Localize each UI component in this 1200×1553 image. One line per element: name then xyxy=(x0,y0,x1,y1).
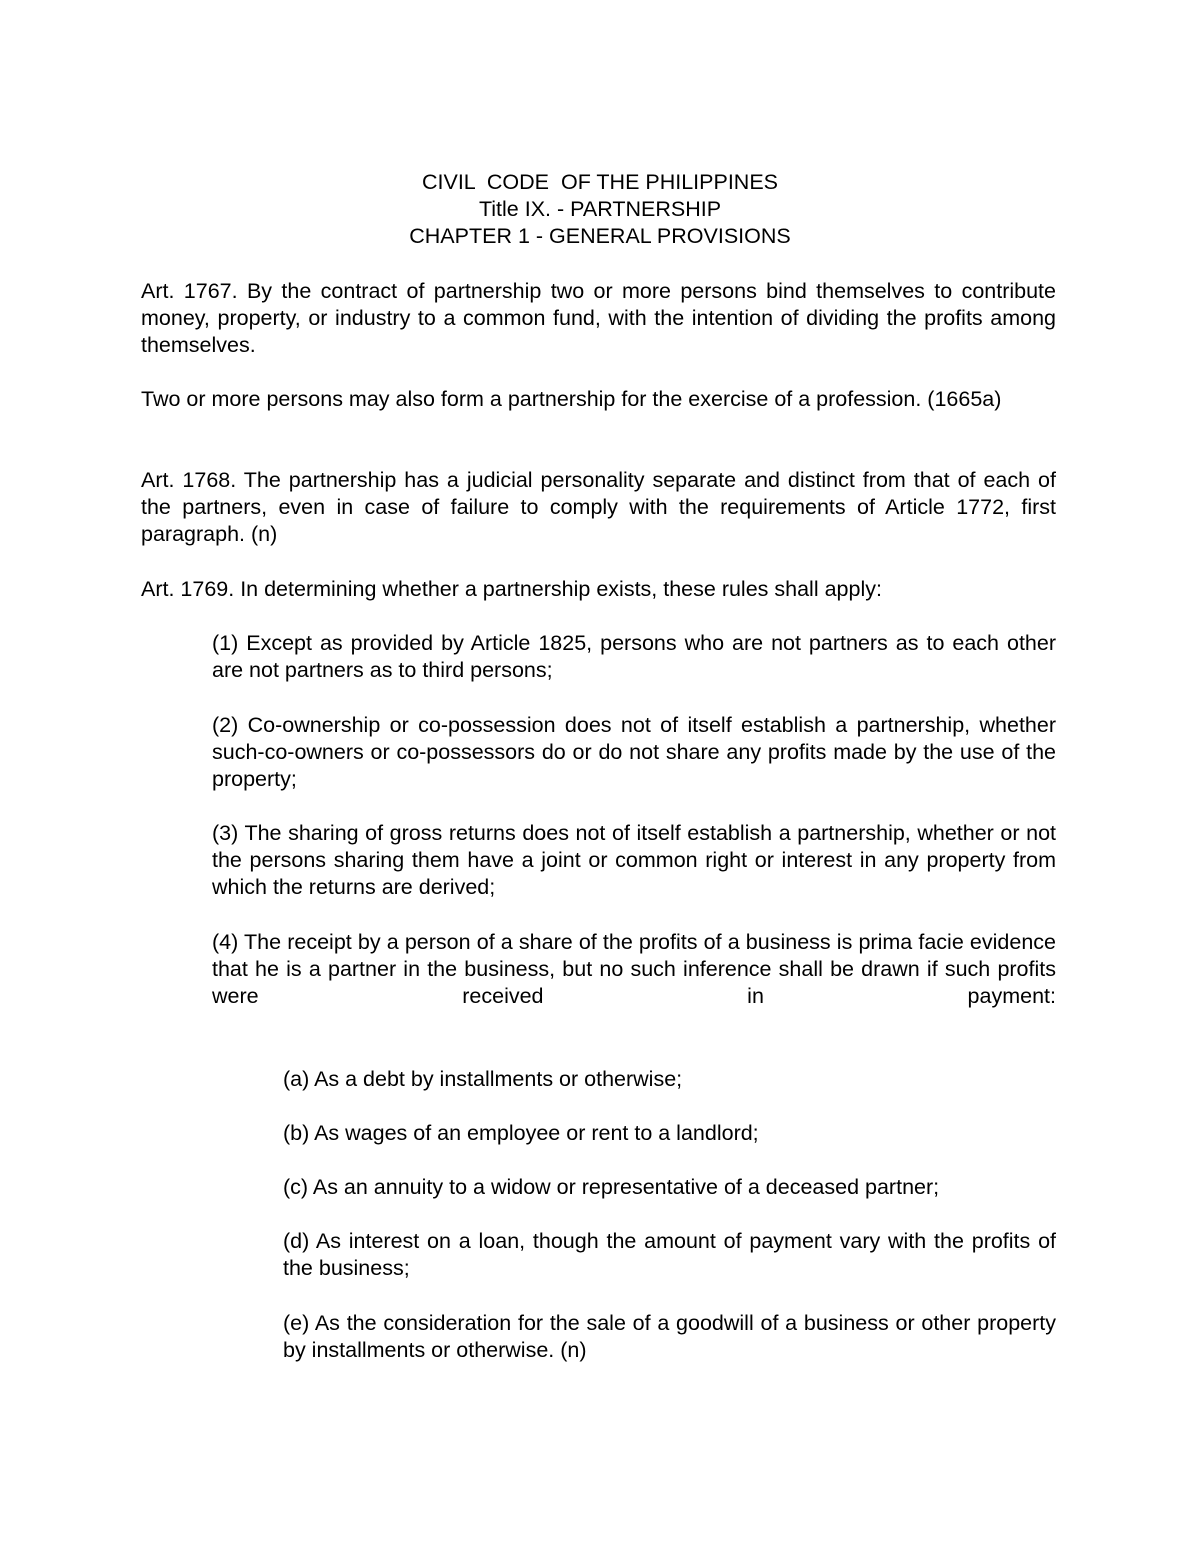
article-1768: Art. 1768. The partnership has a judicial personality separate and distinct from that of each of the partners, even in case of failure to comply with the requirements of Article 1772, first paragraph. (n) xyxy=(141,468,1056,546)
header-title-ix: Title IX. - PARTNERSHIP xyxy=(478,197,722,221)
subitem-e: (e) As the consideration for the sale of a goodwill of a business or other property by installments or otherwise. (n) xyxy=(283,1311,1056,1362)
subitem-d: (d) As interest on a loan, though the amount of payment vary with the profits of the business; xyxy=(283,1229,1056,1280)
document-header xyxy=(0,169,1200,250)
article-1767: Art. 1767. By the contract of partnership two or more persons bind themselves to contribute money, property, or industry to a common fund, with the intention of dividing the profits among themselves. xyxy=(141,279,1056,357)
header-code-title: CIVIL CODE OF THE PHILIPPINES xyxy=(421,170,779,194)
rule-4: (4) The receipt by a person of a share of the profits of a business is prima facie evidence that he is a partner in the business, but no such inference shall be drawn if such profits were received in payment: xyxy=(212,930,1056,1008)
subitem-a: (a) As a debt by installments or otherwise; xyxy=(283,1067,683,1091)
header-chapter: CHAPTER 1 - GENERAL PROVISIONS xyxy=(409,224,791,248)
rule-2: (2) Co-ownership or co-possession does not of itself establish a partnership, whether such-co-owners or co-possessors do or do not share any profits made by the use of the property; xyxy=(212,713,1056,791)
article-1769: Art. 1769. In determining whether a partnership exists, these rules shall apply: xyxy=(141,577,882,601)
subitem-b: (b) As wages of an employee or rent to a landlord; xyxy=(283,1121,759,1145)
rule-3: (3) The sharing of gross returns does not of itself establish a partnership, whether or not the persons sharing them have a joint or common right or interest in any property from which the returns are derived; xyxy=(212,821,1056,899)
article-1767-second-paragraph: Two or more persons may also form a partnership for the exercise of a profession. (1665a) xyxy=(141,387,1002,411)
subitem-c: (c) As an annuity to a widow or representative of a deceased partner; xyxy=(283,1175,940,1199)
rule-1: (1) Except as provided by Article 1825, persons who are not partners as to each other are not partners as to third persons; xyxy=(212,631,1056,682)
